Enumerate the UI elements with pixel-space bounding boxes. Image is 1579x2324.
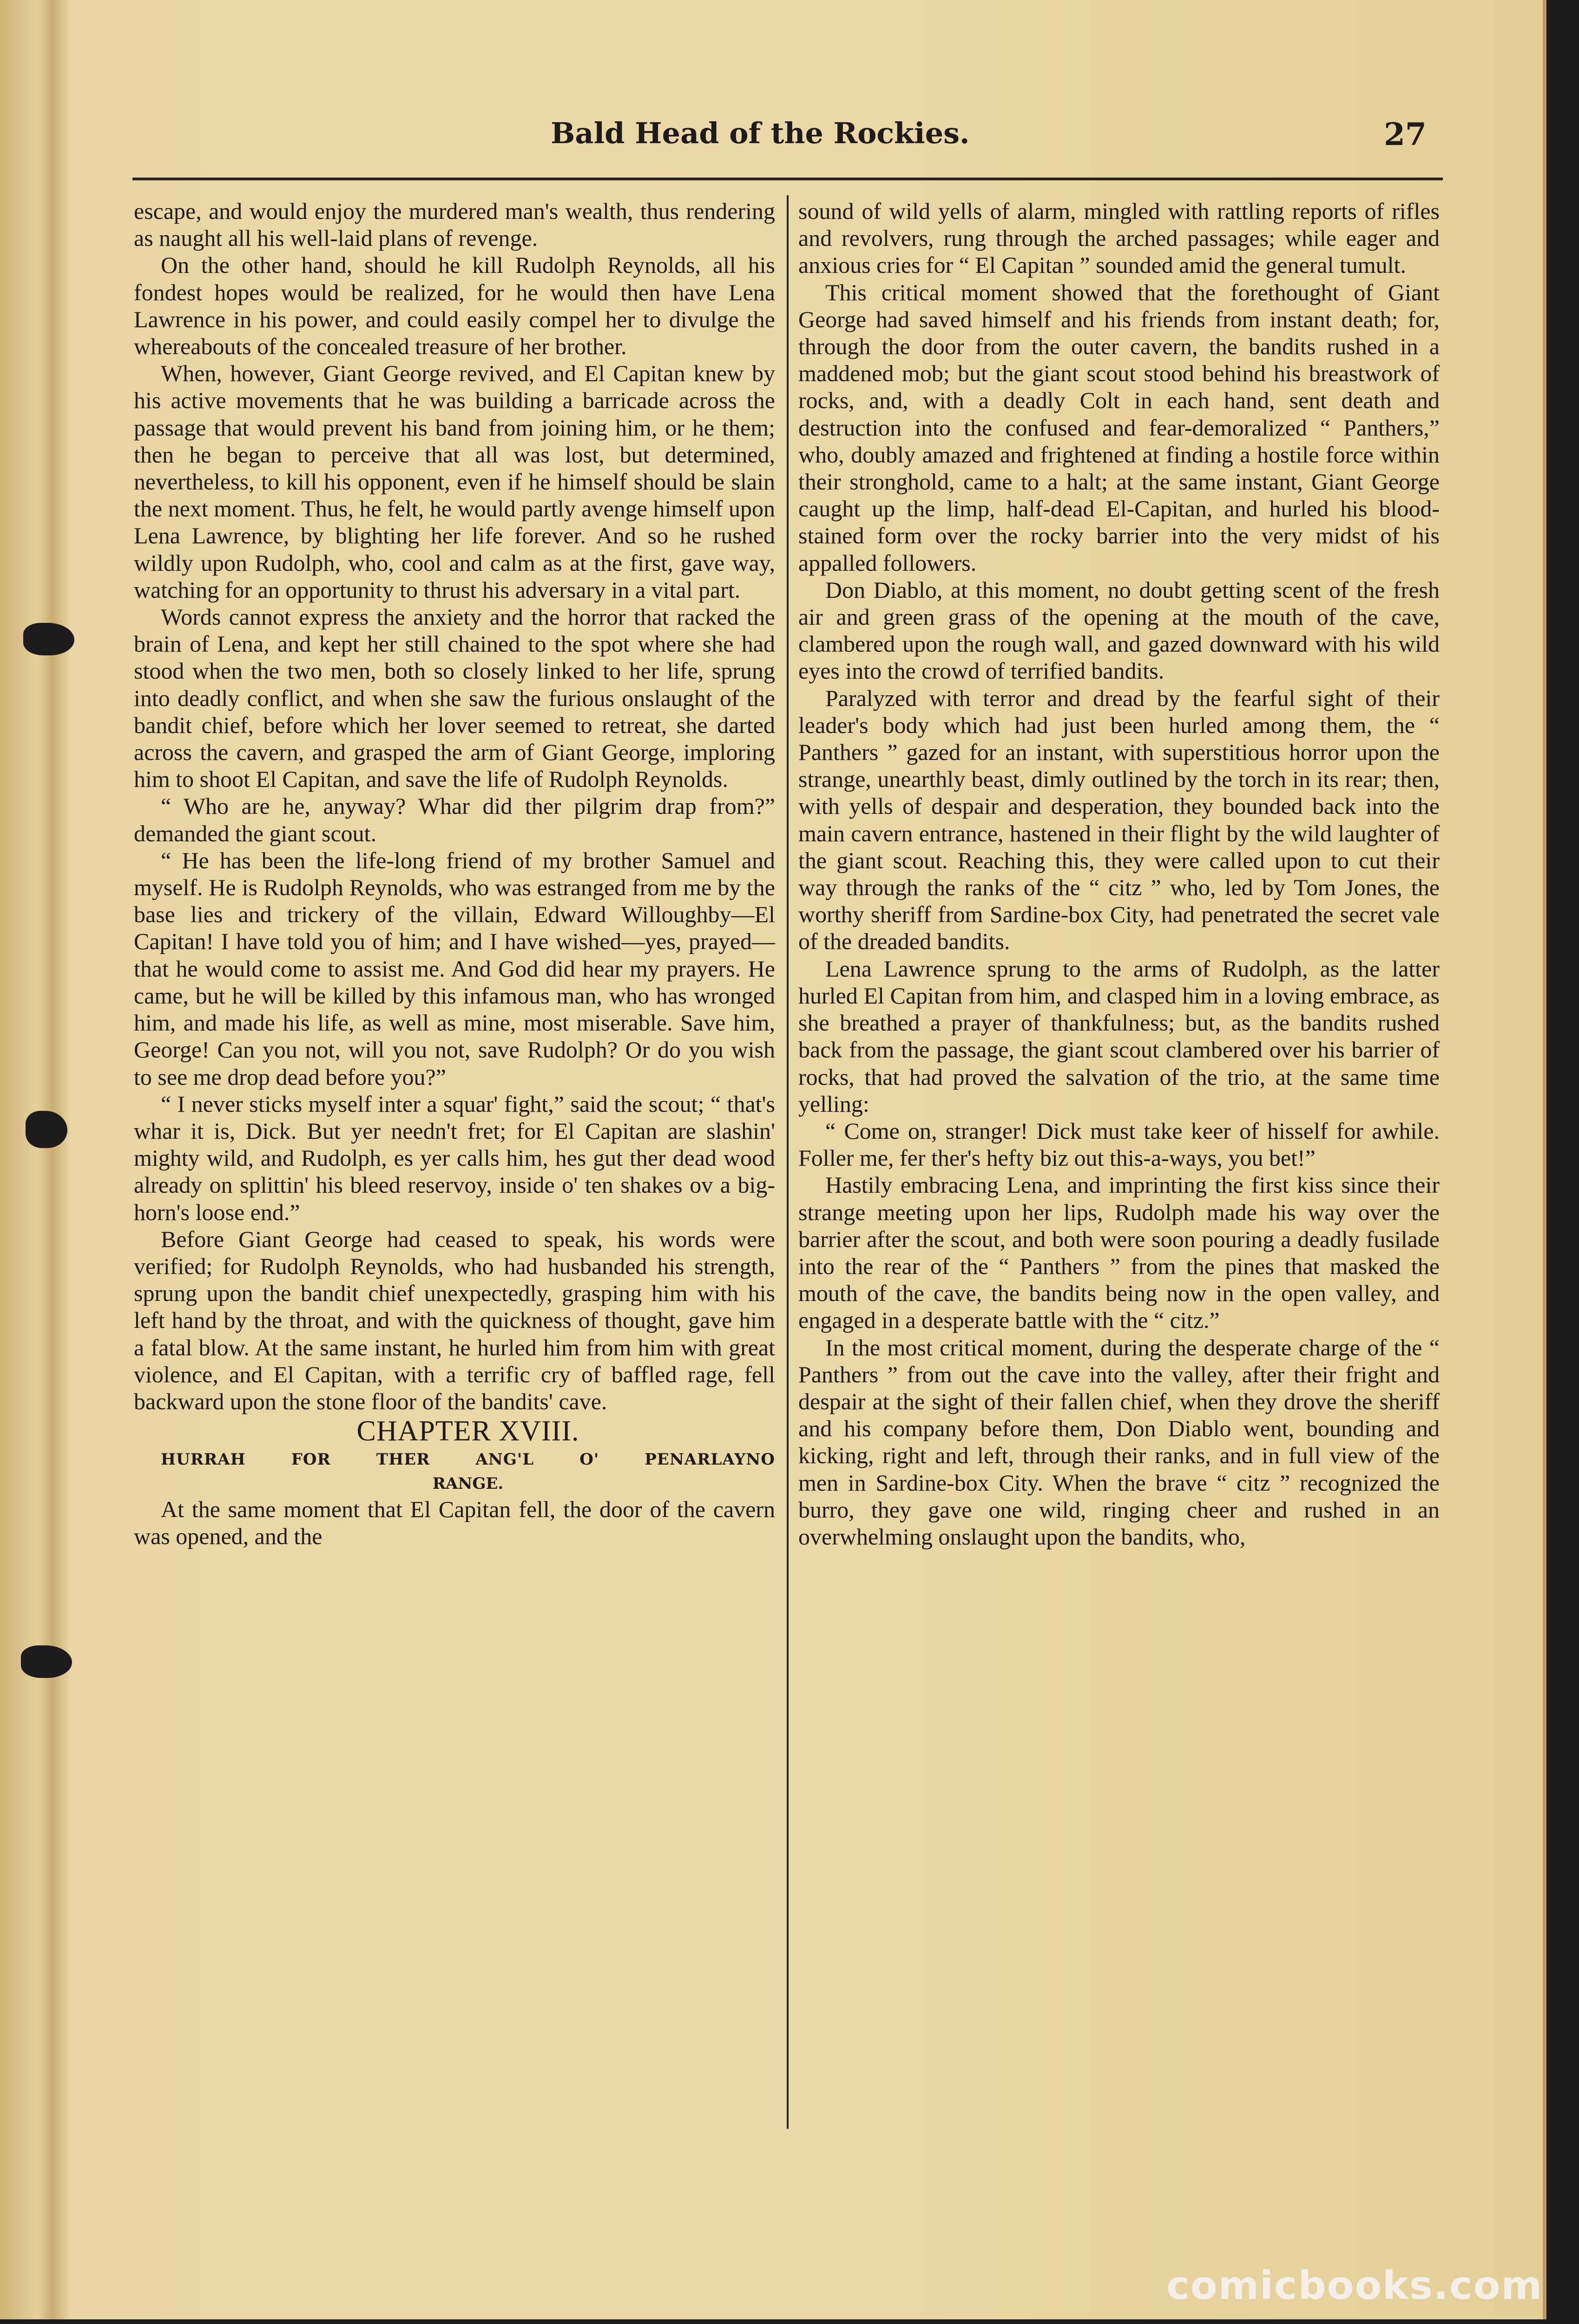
right-column [798, 198, 1440, 1550]
column-divider [787, 195, 789, 2129]
paragraph: Before Giant George had ceased to speak, his words were verified; for Rudolph Reynolds, who had husbanded his strength, sprung upon the bandit chief unexpectedly, grasping him with his left hand by the throat, and with the quickness of thought, gave him a fatal blow. At the same instant, he hurled him from him with great violence, and El Capitan, with a terrific cry of baffled rage, fell backward upon the stone floor of the bandits' cave. [134, 1226, 775, 1414]
paragraph: When, however, Giant George revived, and El Capitan knew by his active movements that he was building a barricade across the passage that would prevent his band from joining him, or he them; then he began to perceive that all was lost, but determined, nevertheless, to kill his opponent, even if he himself should be slain the next moment. Thus, he felt, he would partly avenge himself upon Lena Lawrence, by blighting her life forever. And so he rushed wildly upon Rudolph, who, cool and calm as at the first, gave way, watching for an opportunity to thrust his adversary in a vital part. [134, 360, 775, 603]
paragraph: “ He has been the life-long friend of my brother Samuel and myself. He is Rudolph Reynolds, who was estranged from me by the base lies and trickery of the villain, Edward Willoughby—El Capitan! I have told you of him; and I have wished—yes, prayed—that he would come to assist me. And God did hear my prayers. He came, but he will be killed by this infamous man, who has wronged him, and made his life, as well as mine, most miserable. Save him, George! Can you not, will you not, save Rudolph? Or do you wish to see me drop dead before you?” [134, 847, 775, 1090]
paragraph: In the most critical moment, during the desperate charge of the “ Panthers ” from out the cave into the valley, after their fright and despair at the sight of their fallen chief, when they drove the sheriff and his company before them, Don Diablo went, bounding and kicking, right and left, through their ranks, and in full view of the men in Sardine-box City. When the brave “ citz ” recognized the burro, they gave one wild, ringing cheer and rushed in an overwhelming onslaught upon the bandits, who, [798, 1334, 1440, 1550]
chapter-subtitle: HURRAH FOR THER ANG'L O' PENARLAYNO [161, 1450, 775, 1469]
page-number: 27 [1384, 116, 1427, 152]
left-column [134, 198, 775, 1550]
paragraph: Lena Lawrence sprung to the arms of Rudolph, as the latter hurled El Capitan from him, and clasped him in a loving embrace, as she breathed a prayer of thankfulness; but, as the bandits rushed back from the passage, the giant scout clambered over his barrier of rocks, that had proved the salvation of the trio, at the same time yelling: [798, 955, 1440, 1117]
chapter-opening-paragraph: At the same moment that El Capitan fell, the door of the cavern was opened, and the [134, 1496, 775, 1550]
chapter-title: CHAPTER XVIII. [356, 1415, 579, 1447]
paragraph: “ Who are he, anyway? Whar did ther pilgrim drap from?” demanded the giant scout. [134, 793, 775, 846]
paragraph: Hastily embracing Lena, and imprinting the first kiss since their strange meeting upon her lips, Rudolph made his way over the barrier after the scout, and both were soon pouring a deadly fusilade into the rear of the “ Panthers ” from the pines that masked the mouth of the cave, the bandits being now in the open valley, and engaged in a desperate battle with the “ citz.” [798, 1172, 1440, 1334]
page-binding-edge [0, 0, 70, 2319]
paragraph: “ I never sticks myself inter a squar' fight,” said the scout; “ that's whar it is, Dick. But yer needn't fret; for El Capitan are slashin' mighty wild, and Rudolph, es yer calls him, hes gut ther dead wood already on splittin' his bleed reservoy, inside o' ten shakes ov a big-horn's loose end.” [134, 1090, 775, 1225]
binding-tear-mark [23, 623, 74, 655]
paragraph: Paralyzed with terror and dread by the fearful sight of their leader's body which had just been hurled among them, the “ Panthers ” gazed for an instant, with superstitious horror upon the strange, unearthly beast, dimly outlined by the torch in its rear; then, with yells of despair and desperation, they bounded back into the main cavern entrance, hastened in their flight by the wild laughter of the giant scout. Reaching this, they were called upon to cut their way through the ranks of the “ citz ” who, led by Tom Jones, the worthy sheriff from Sardine-box City, had penetrated the secret vale of the dreaded bandits. [798, 685, 1440, 955]
paragraph: On the other hand, should he kill Rudolph Reynolds, all his fondest hopes would be realized, for he would then have Lena Lawrence in his power, and could easily compel her to divulge the whereabouts of the concealed treasure of her brother. [134, 252, 775, 360]
binding-tear-mark [26, 1111, 67, 1148]
header-rule [132, 178, 1443, 180]
chapter-subtitle: RANGE. [432, 1474, 504, 1493]
binding-tear-mark [21, 1645, 72, 1678]
paragraph: escape, and would enjoy the murdered man's wealth, thus rendering as naught all his well-laid plans of revenge. [134, 198, 775, 251]
paragraph: Words cannot express the anxiety and the horror that racked the brain of Lena, and kept her still chained to the spot where she had stood when the two men, both so closely linked to her life, sprung into deadly conflict, and when she saw the furious onslaught of the bandit chief, before which her lover seemed to retreat, she darted across the cavern, and grasped the arm of Giant George, imploring him to shoot El Capitan, and save the life of Rudolph Reynolds. [134, 604, 775, 792]
running-title: Bald Head of the Rockies. [551, 116, 970, 150]
paragraph: Don Diablo, at this moment, no doubt getting scent of the fresh air and green grass of the opening at the mouth of the cave, clambered upon the rough wall, and gazed downward with his wild eyes into the crowd of terrified bandits. [798, 576, 1440, 684]
site-watermark: comicbooks.com [1166, 2263, 1543, 2308]
paragraph: sound of wild yells of alarm, mingled with rattling reports of rifles and revolvers, rung through the arched passages; while eager and anxious cries for “ El Capitan ” sounded amid the general tumult. [798, 198, 1440, 278]
paragraph: This critical moment showed that the forethought of Giant George had saved himself and his friends from instant death; for, through the door from the outer cavern, the bandits rushed in a maddened mob; but the giant scout stood behind his breastwork of rocks, and, with a deadly Colt in each hand, sent death and destruction into the confused and fear-demoralized “ Panthers,” who, doubly amazed and frightened at finding a hostile force within their stronghold, came to a halt; at the same instant, Giant George caught up the limp, half-dead El-Capitan, and hurled his blood-stained form over the rocky barrier into the very midst of his appalled followers. [798, 279, 1440, 576]
paragraph: “ Come on, stranger! Dick must take keer of hisself for awhile. Foller me, fer ther's hefty biz out this-a-ways, you bet!” [798, 1117, 1440, 1171]
